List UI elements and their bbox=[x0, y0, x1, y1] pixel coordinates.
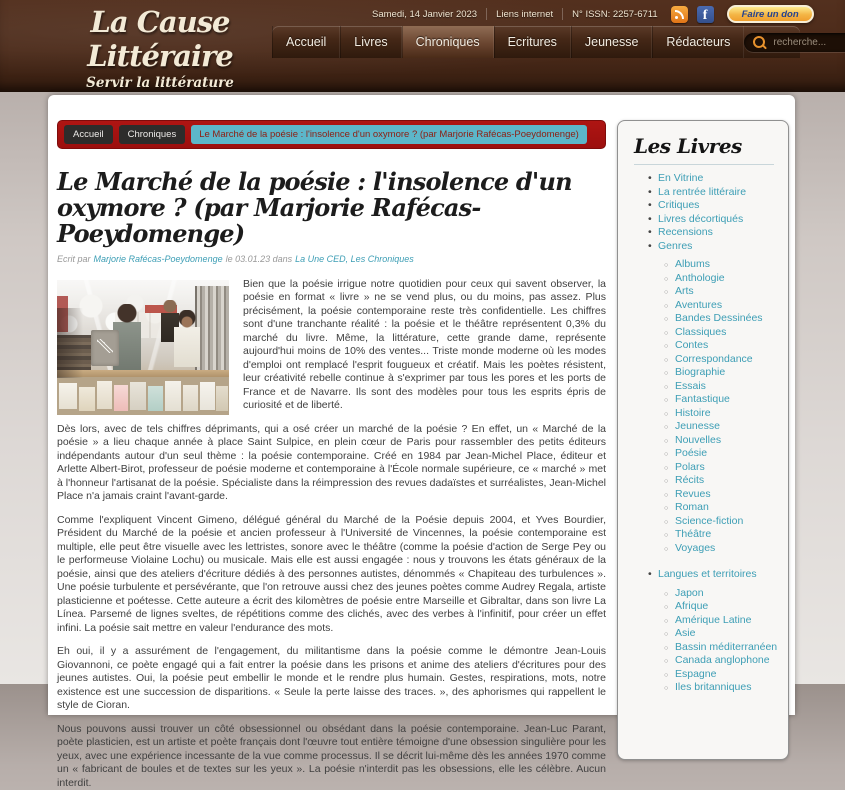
territory-link[interactable]: ○ Bassin méditerranéen bbox=[664, 641, 780, 655]
category-links[interactable]: La Une CED, Les Chroniques bbox=[295, 253, 414, 264]
sidebar-link[interactable]: • En Vitrine bbox=[648, 172, 780, 186]
photo-book-rack bbox=[195, 286, 229, 378]
sidebar-territories-list bbox=[664, 587, 780, 695]
photo-books bbox=[57, 377, 229, 415]
author-link[interactable]: Marjorie Rafécas-Poeydomenge bbox=[93, 253, 223, 264]
nav-item[interactable]: Accueil bbox=[272, 26, 340, 58]
breadcrumb-link[interactable]: Chroniques bbox=[119, 125, 186, 144]
page-title: Le Marché de la poésie : l'insolence d'un oxymore ? (par Marjorie Rafécas-Poeydomenge) bbox=[57, 167, 572, 248]
main-nav bbox=[272, 26, 800, 58]
sidebar-genres-list bbox=[664, 258, 780, 555]
genre-link[interactable]: ○ Aventures bbox=[664, 299, 780, 313]
sidebar-territories-parent bbox=[648, 568, 780, 582]
article-paragraph: Bien que la poésie irrigue notre quotidien pour ceux qui savent observer, la poésie en format « livre » ne se vend plus, ou du moins, pas assez. Plus précisément, la poésie contemporaine reste très confidentielle. Les chiffres sont d'une tranchante réalité : la poésie et le théâtre représentent 0,3% du marché du livre. Même, la littérature, cette grande dame, représente aujourd'hui moins de 10% des ventes... Triste monde moderne où les modes d'emploi ont remplacé l'esprit fougueux et créatif. Mais les poètes résistent, leur créativité rebelle continue à s'exprimer par tous les pores et les ports de France et de Navarre. Ils sont des modèles pour tous les esprits épris de curiosité et de liberté. bbox=[243, 277, 606, 412]
facebook-icon[interactable]: f bbox=[697, 6, 714, 23]
nav-item[interactable]: Jeunesse bbox=[571, 26, 653, 58]
territory-link[interactable]: ○ Afrique bbox=[664, 600, 780, 614]
genre-link[interactable]: ○ Voyages bbox=[664, 542, 780, 556]
breadcrumb-links bbox=[64, 125, 185, 144]
genre-link[interactable]: ○ Poésie bbox=[664, 447, 780, 461]
genre-link[interactable]: ○ Bandes Dessinées bbox=[664, 312, 780, 326]
date-label: Samedi, 14 Janvier 2023 bbox=[372, 8, 478, 20]
genre-link[interactable]: ○ Contes bbox=[664, 339, 780, 353]
sidebar-title: Les Livres bbox=[634, 134, 742, 158]
topbar bbox=[372, 5, 814, 23]
site-header bbox=[0, 0, 845, 92]
breadcrumb-current[interactable]: Le Marché de la poésie : l'insolence d'un oxymore ? (par Marjorie Rafécas-Poeydomenge) bbox=[191, 125, 587, 144]
genre-link[interactable]: ○ Albums bbox=[664, 258, 780, 272]
issn-label: N° ISSN: 2257-6711 bbox=[572, 8, 658, 20]
donate-button[interactable]: Faire un don bbox=[727, 5, 814, 23]
sidebar-link[interactable]: • Recensions bbox=[648, 226, 780, 240]
photo-shadow bbox=[57, 308, 83, 378]
article-paragraph: Comme l'expliquent Vincent Gimeno, délégué général du Marché de la Poésie depuis 2004, et Yves Bourdier, Président du Marché de la poésie et ancien professeur à l'Université de Vincennes, la poésie contemporaine est multiple, elle peut être visuelle avec les lettristes, sonore avec le théâtre (comme la poésie d'action de Serge Pey ou le performeuse Violaine Lochu) ou musicale. Mais elle est aussi engagée : nous y trouvons les états généraux de la poésie, ainsi que des ateliers d'écriture dédiés à des personnes autistes, dénommés « Chapiteau des turbulences ». Une poésie turbulente et persévérante, que l'on retrouve aussi chez des jeunes poètes comme Audrey Regala, artiste plasticienne et poétesse. Cette auteure a écrit des kilomètres de poésie entre Marseille et Gibraltar, dans son livre La Línea. Parsemé de lignes sveltes, de répétitions comme des clichés, avec des verbes à l'infinitif, pour créer un effet infini. La poésie sait mettre en valeur l'endurance des mots. bbox=[57, 513, 606, 634]
breadcrumb bbox=[57, 120, 606, 149]
article-photo bbox=[57, 280, 229, 415]
topbar-separator bbox=[562, 8, 563, 20]
territory-link[interactable]: ○ Japon bbox=[664, 587, 780, 601]
genre-link[interactable]: ○ Arts bbox=[664, 285, 780, 299]
genre-link[interactable]: ○ Biographie bbox=[664, 366, 780, 380]
article-paragraph: Dès lors, avec de tels chiffres déprimants, qui a osé créer un marché de la poésie ? En effet, un « Marché de la poésie » a lieu chaque année à place Saint Sulpice, en plein cœur de Paris pour rassembler des petits éditeurs indépendants autour d'un seul thème : la poésie contemporaine. Créé en 1984 par Jean-Michel Place, éditeur et Arlette Albert-Birot, professeur de poésie moderne et contemporaine à l'École normale supérieure, ce « marché » met à l'honneur l'artisanat de la poésie. Spécialiste dans la réimpression des revues dadaïstes et surréalistes, Jean-Michel Place n'a jamais craint l'avant-garde. bbox=[57, 422, 606, 503]
sidebar-les-livres bbox=[617, 120, 789, 760]
genre-link[interactable]: ○ Essais bbox=[664, 380, 780, 394]
search-icon bbox=[753, 36, 765, 48]
topbar-separator bbox=[486, 8, 487, 20]
brand-block bbox=[40, 5, 280, 91]
article bbox=[57, 169, 606, 790]
territory-link[interactable]: ○ Iles britanniques bbox=[664, 681, 780, 695]
territories-label-link[interactable]: • Langues et territoires bbox=[648, 568, 780, 582]
sidebar-divider bbox=[634, 164, 774, 165]
article-paragraph: Eh oui, il y a assurément de l'engagement, du militantisme dans la poésie comme le démontre Jean-Louis Giovannoni, ce poète engagé qui a fait entrer la poésie dans les prisons et anime des ateliers d'écritures pour des jeunes autistes. Oui, la poésie peut embellir le monde et le rendre plus humain. Gestes, respirations, mots, notre existence est une succession de disparitions. « Seule la perte laisse des traces. », des aphorismes qui rappellent le style de Cioran. bbox=[57, 645, 606, 712]
search-input[interactable] bbox=[771, 36, 845, 49]
sidebar-lists bbox=[618, 172, 788, 712]
content-card bbox=[48, 95, 795, 789]
genre-link[interactable]: ○ Polars bbox=[664, 461, 780, 475]
nav-list bbox=[272, 26, 744, 58]
genre-link[interactable]: ○ Science-fiction bbox=[664, 515, 780, 529]
sidebar-link[interactable]: • Genres bbox=[648, 240, 780, 254]
breadcrumb-link[interactable]: Accueil bbox=[64, 125, 113, 144]
genre-link[interactable]: ○ Anthologie bbox=[664, 272, 780, 286]
genre-link[interactable]: ○ Jeunesse bbox=[664, 420, 780, 434]
genre-link[interactable]: ○ Nouvelles bbox=[664, 434, 780, 448]
byline-prefix: Ecrit par bbox=[57, 253, 91, 264]
sidebar-main-list bbox=[648, 172, 780, 253]
nav-item[interactable]: Livres bbox=[340, 26, 401, 58]
byline bbox=[57, 254, 606, 264]
sidebar-link[interactable]: • Critiques bbox=[648, 199, 780, 213]
sidebar-link[interactable]: • Livres décortiqués bbox=[648, 213, 780, 227]
territory-link[interactable]: ○ Amérique Latine bbox=[664, 614, 780, 628]
genre-link[interactable]: ○ Classiques bbox=[664, 326, 780, 340]
genre-link[interactable]: ○ Correspondance bbox=[664, 353, 780, 367]
genre-link[interactable]: ○ Fantastique bbox=[664, 393, 780, 407]
genre-link[interactable]: ○ Récits bbox=[664, 474, 780, 488]
sidebar-link[interactable]: • La rentrée littéraire bbox=[648, 186, 780, 200]
genre-link[interactable]: ○ Théâtre bbox=[664, 528, 780, 542]
site-tagline: Servir la littérature bbox=[86, 75, 234, 91]
byline-date: le 03.01.23 dans bbox=[225, 253, 293, 264]
territory-link[interactable]: ○ Asie bbox=[664, 627, 780, 641]
photo-person bbox=[174, 310, 200, 372]
nav-item[interactable]: Chroniques bbox=[402, 26, 494, 58]
article-paragraph: Nous pouvons aussi trouver un côté obsessionnel ou obsédant dans la poésie contemporaine. Jean-Luc Parant, poète plasticien, est un artiste et poète français dont l'œuvre tout entière témoigne d'une obsession singulière pour les yeux, avec une expérience incessante de la vue comme processus. Il se décrit lui-même dès les années 1970 comme un « fabricant de boules et de textes sur les yeux ». La poésie n'interdit pas les obsessions, elle les célèbre. Aucun interdit. bbox=[57, 722, 606, 789]
nav-item[interactable]: Ecritures bbox=[494, 26, 571, 58]
photo-gray-sign bbox=[91, 330, 119, 366]
article-body bbox=[57, 278, 606, 790]
search-box[interactable] bbox=[744, 33, 845, 52]
territory-link[interactable]: ○ Canada anglophone bbox=[664, 654, 780, 668]
site-logo[interactable]: La Cause Littéraire bbox=[87, 5, 233, 73]
liens-internet-link[interactable]: Liens internet bbox=[496, 8, 554, 20]
rss-icon[interactable] bbox=[671, 6, 688, 23]
genre-link[interactable]: ○ Roman bbox=[664, 501, 780, 515]
territory-link[interactable]: ○ Espagne bbox=[664, 668, 780, 682]
genre-link[interactable]: ○ Histoire bbox=[664, 407, 780, 421]
nav-item[interactable]: Rédacteurs bbox=[652, 26, 744, 58]
genre-link[interactable]: ○ Revues bbox=[664, 488, 780, 502]
